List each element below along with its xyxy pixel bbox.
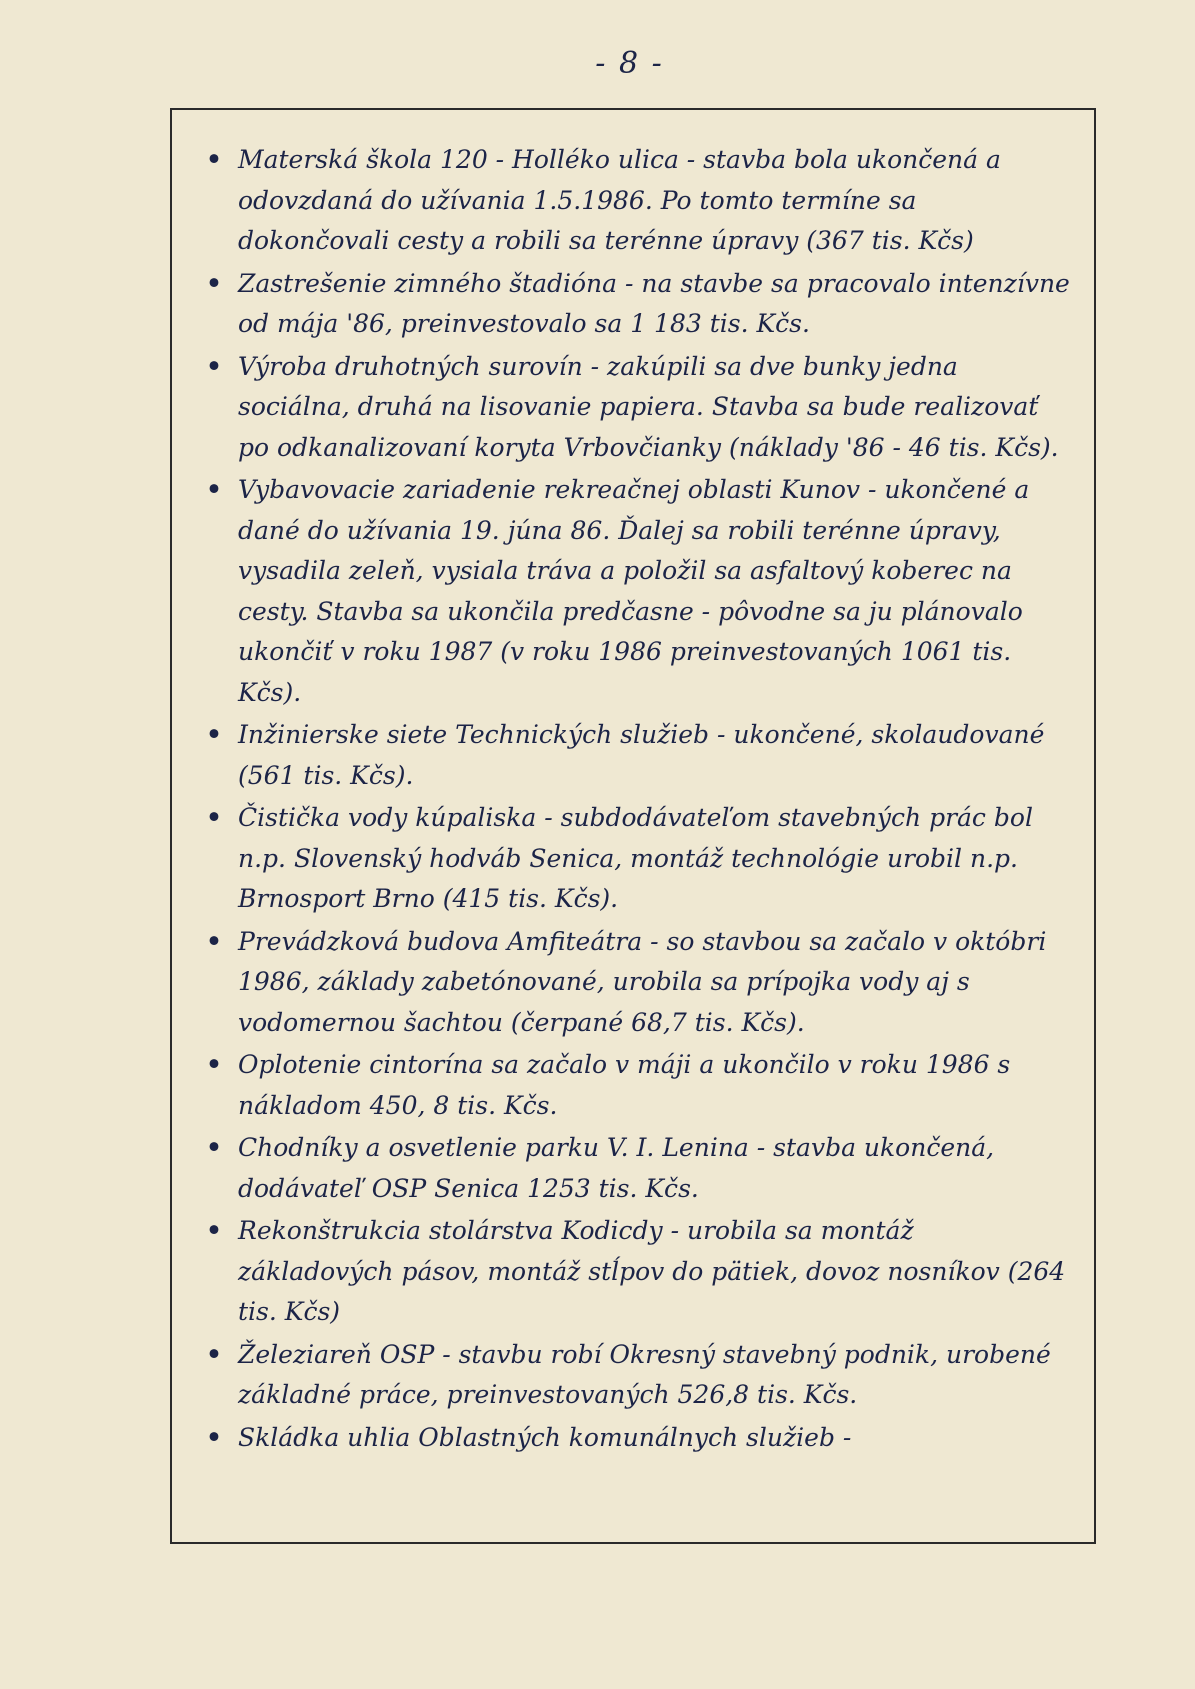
bullet-icon: • [206,803,222,832]
bullet-icon: • [206,1050,222,1079]
entry-chodniky-park [202,1128,1072,1209]
bullet-icon: • [206,1133,222,1162]
entry-stolarstvo [202,1211,1072,1333]
entry-text: Vybavovacie zariadenie rekreačnej oblasti Kunov - ukončené a dané do užívania 19. júna 86. Ďalej sa robili terénne úpravy, vysadila zeleň, vysiala tráva a položil sa asfaltový koberec na cesty. Stavba sa ukončila predčasne - pôvodne sa ju plánovalo ukončiť v roku 1987 (v roku 1986 preinvestovaných 1061 tis. Kčs). [238,475,1030,707]
entry-zimny-stadion [202,264,1072,345]
entry-kunov [202,470,1072,713]
bullet-icon: • [206,475,222,504]
bullet-icon: • [206,1216,222,1245]
entry-text: Rekonštrukcia stolárstva Kodicdy - urobila sa montáž základových pásov, montáž stĺpov do pätiek, dovoz nosníkov (264 tis. Kčs) [238,1216,1066,1326]
entry-text: Železiareň OSP - stavbu robí Okresný stavebný podnik, urobené základné práce, preinvestovaných 526,8 tis. Kčs. [238,1339,1051,1409]
bullet-icon: • [206,1422,222,1452]
entry-text: Zastrešenie zimného štadióna - na stavbe sa pracovalo intenzívne od mája '86, preinvestovalo sa 1 183 tis. Kčs. [238,268,1070,338]
bullet-icon: • [206,351,222,381]
entry-text: Výroba druhotných surovín - zakúpili sa dve bunky jedna sociálna, druhá na lisovanie papiera. Stavba sa bude realizovať po odkanalizovaní koryta Vrbovčianky (náklady '86 - 46 tis. Kčs). [238,351,1059,462]
entry-materska-skola [202,140,1072,262]
bullet-icon: • [206,145,222,174]
entry-text: Inžinierske siete Technických služieb - ukončené, skolaudované (561 tis. Kčs). [238,720,1045,790]
bullet-icon: • [206,268,222,298]
entry-text: Chodníky a osvetlenie parku V. I. Lenina - stavba ukončená, dodávateľ OSP Senica 1253 tis. Kčs. [238,1133,995,1203]
entry-zeleziaren [202,1335,1072,1416]
text-frame [170,108,1096,1544]
entry-druhotne-suroviny [202,347,1072,469]
entry-cisticka-vody [202,798,1072,920]
bullet-icon: • [206,926,222,956]
entry-oplotenie-cintorina [202,1045,1072,1126]
entry-text: Čistička vody kúpaliska - subdodávateľom stavebných prác bol n.p. Slovenský hodváb Senica, montáž technológie urobil n.p. Brnosport Brno (415 tis. Kčs). [238,803,1033,913]
entry-text: Skládka uhlia Oblastných komunálnych služieb - [238,1422,852,1452]
entry-text: Oplotenie cintorína sa začalo v máji a ukončilo v roku 1986 s nákladom 450, 8 tis. Kčs. [238,1050,1011,1120]
entry-skladka-uhlia [202,1418,1072,1459]
entry-inzinierske-siete [202,715,1072,796]
bullet-icon: • [206,720,222,749]
entry-amfiteater [202,922,1072,1044]
entry-text: Prevádzková budova Amfiteátra - so stavbou sa začalo v októbri 1986, základy zabetónované, urobila sa prípojka vody aj s vodomernou šachtou (čerpané 68,7 tis. Kčs). [238,926,1047,1037]
bullet-icon: • [206,1339,222,1369]
page-number: - 8 - [595,46,664,81]
entry-text: Materská škola 120 - Holléko ulica - stavba bola ukončená a odovzdaná do užívania 1.5.1986. Po tomto termíne sa dokončovali cesty a robili sa terénne úpravy (367 tis. Kčs) [238,145,1001,255]
entry-list [172,110,1094,1458]
